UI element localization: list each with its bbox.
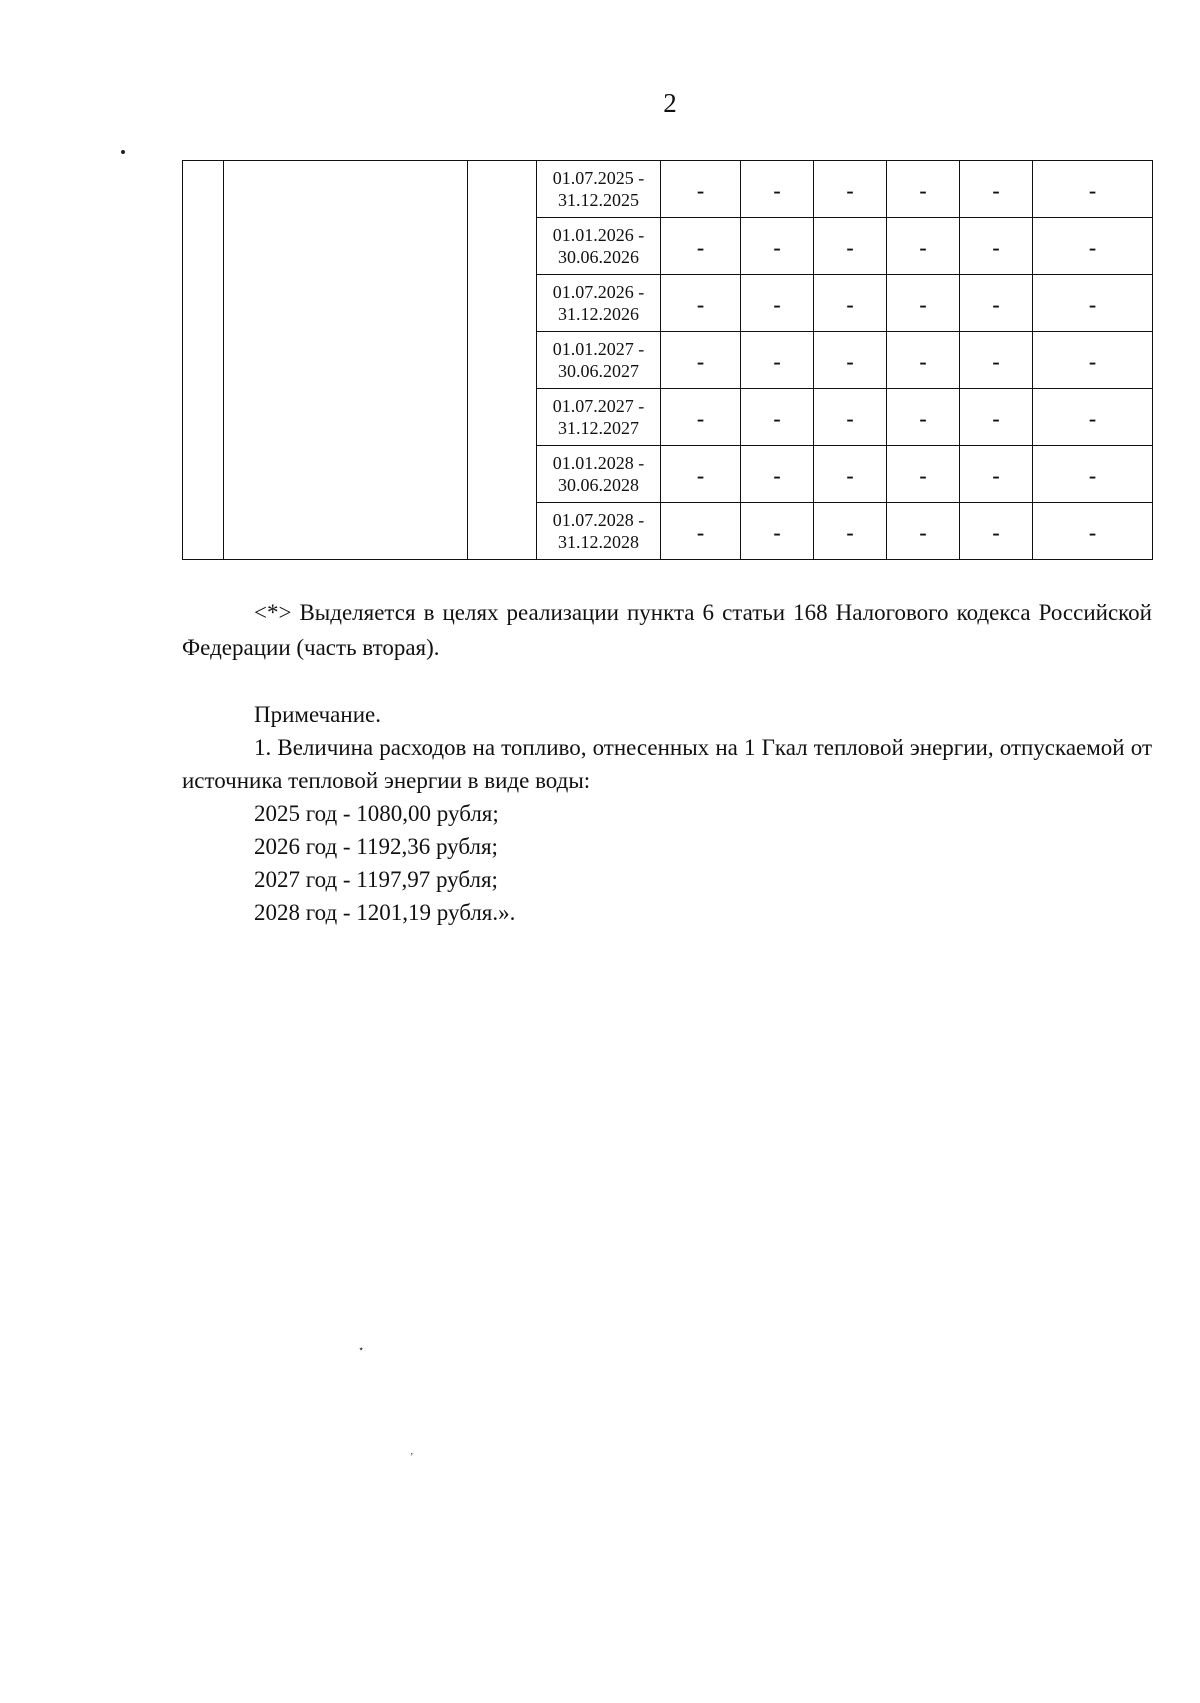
period-to: 30.06.2026: [558, 247, 639, 267]
value-dash: -: [773, 463, 781, 488]
value-dash: -: [846, 292, 854, 317]
period-to: 31.12.2025: [558, 190, 639, 210]
value-cell: [814, 503, 887, 560]
value-dash: -: [919, 406, 927, 431]
period-from: 01.07.2028 -: [552, 510, 645, 530]
value-cell: [814, 218, 887, 275]
value-dash: -: [1088, 235, 1097, 260]
value-dash: -: [919, 463, 927, 488]
value-cell: [814, 446, 887, 503]
value-cell: [887, 503, 960, 560]
value-cell: [960, 275, 1033, 332]
scan-speck: ⋆: [358, 1344, 365, 1355]
value-dash: -: [919, 292, 927, 317]
value-dash: -: [919, 520, 927, 545]
value-dash: -: [696, 349, 705, 374]
tariff-table: [182, 160, 1153, 560]
value-dash: -: [846, 463, 854, 488]
value-dash: -: [846, 235, 854, 260]
period-cell: [537, 275, 661, 332]
value-cell: [1033, 332, 1153, 389]
period-cell: [537, 218, 661, 275]
footnote: <*> Выделяется в целях реализации пункта 6 статьи 168 Налогового кодекса Российской Федерации (часть вторая).: [182, 600, 1152, 660]
period-to: 31.12.2027: [558, 418, 639, 438]
value-dash: -: [773, 406, 781, 431]
period-from: 01.01.2028 -: [552, 453, 645, 473]
value-dash: -: [919, 235, 927, 260]
value-dash: -: [696, 463, 705, 488]
value-dash: -: [1088, 406, 1097, 431]
value-dash: -: [773, 292, 781, 317]
value-cell: [960, 161, 1033, 218]
value-cell: [960, 218, 1033, 275]
note-year-line: 2028 год - 1201,19 рубля.».: [254, 900, 516, 925]
value-dash: -: [1088, 349, 1097, 374]
value-dash: -: [696, 520, 705, 545]
value-dash: -: [696, 292, 705, 317]
value-cell: [960, 332, 1033, 389]
value-cell: [661, 389, 741, 446]
value-cell: [814, 389, 887, 446]
value-cell: [661, 446, 741, 503]
period-to: 30.06.2028: [558, 475, 639, 495]
category-cell: [468, 161, 537, 560]
value-dash: -: [1088, 178, 1097, 203]
value-dash: -: [1088, 520, 1097, 545]
value-cell: [1033, 161, 1153, 218]
value-dash: -: [992, 292, 1000, 317]
period-cell: [537, 161, 661, 218]
value-cell: [1033, 218, 1153, 275]
value-dash: -: [773, 520, 781, 545]
value-dash: -: [1088, 292, 1097, 317]
note-year-line: 2027 год - 1197,97 рубля;: [254, 867, 498, 892]
value-dash: -: [773, 349, 781, 374]
value-cell: [741, 389, 814, 446]
page-number: 2: [663, 88, 677, 118]
value-cell: [741, 161, 814, 218]
value-dash: -: [992, 406, 1000, 431]
period-to: 31.12.2028: [558, 532, 639, 552]
value-dash: -: [773, 235, 781, 260]
value-dash: -: [919, 349, 927, 374]
value-dash: -: [919, 178, 927, 203]
value-cell: [1033, 446, 1153, 503]
value-cell: [960, 503, 1033, 560]
value-cell: [887, 161, 960, 218]
value-dash: -: [992, 349, 1000, 374]
note-year-line: 2026 год - 1192,36 рубля;: [254, 834, 498, 859]
period-cell: [537, 332, 661, 389]
value-cell: [887, 332, 960, 389]
value-dash: -: [992, 463, 1000, 488]
period-to: 30.06.2027: [558, 361, 639, 381]
value-dash: -: [846, 178, 854, 203]
value-cell: [661, 332, 741, 389]
value-dash: -: [696, 235, 705, 260]
period-from: 01.07.2027 -: [552, 396, 645, 416]
value-cell: [887, 218, 960, 275]
value-cell: [887, 275, 960, 332]
value-cell: [1033, 275, 1153, 332]
scan-mark: [121, 150, 125, 154]
value-cell: [887, 389, 960, 446]
value-dash: -: [696, 406, 705, 431]
value-cell: [741, 218, 814, 275]
value-cell: [960, 446, 1033, 503]
value-cell: [741, 275, 814, 332]
value-cell: [741, 332, 814, 389]
period-cell: [537, 389, 661, 446]
value-dash: -: [992, 235, 1000, 260]
value-cell: [661, 503, 741, 560]
period-cell: [537, 503, 661, 560]
table-body: [183, 161, 1153, 560]
value-cell: [814, 332, 887, 389]
value-dash: -: [846, 406, 854, 431]
value-cell: [741, 446, 814, 503]
value-dash: -: [846, 520, 854, 545]
period-from: 01.01.2027 -: [552, 339, 645, 359]
value-cell: [1033, 389, 1153, 446]
value-dash: -: [992, 178, 1000, 203]
period-from: 01.01.2026 -: [552, 225, 645, 245]
value-dash: -: [696, 178, 705, 203]
period-cell: [537, 446, 661, 503]
period-to: 31.12.2026: [558, 304, 639, 324]
value-cell: [661, 161, 741, 218]
note-title: Примечание.: [254, 702, 381, 727]
value-cell: [960, 389, 1033, 446]
value-dash: -: [1088, 463, 1097, 488]
value-dash: -: [846, 349, 854, 374]
scan-speck: ’: [410, 1452, 414, 1463]
row-number-cell: [183, 161, 224, 560]
value-cell: [1033, 503, 1153, 560]
note-item-1: 1. Величина расходов на топливо, отнесенных на 1 Гкал тепловой энергии, отпускаемой от источника тепловой энергии в виде воды:: [182, 735, 1152, 793]
note-block: [182, 698, 1152, 929]
value-cell: [661, 218, 741, 275]
value-cell: [741, 503, 814, 560]
value-cell: [814, 275, 887, 332]
note-year-line: 2025 год - 1080,00 рубля;: [254, 801, 499, 826]
value-cell: [661, 275, 741, 332]
period-from: 01.07.2025 -: [552, 168, 645, 188]
value-cell: [887, 446, 960, 503]
value-cell: [814, 161, 887, 218]
table-row: [183, 161, 1153, 218]
period-from: 01.07.2026 -: [552, 282, 645, 302]
value-dash: -: [773, 178, 781, 203]
organization-cell: [224, 161, 468, 560]
value-dash: -: [992, 520, 1000, 545]
